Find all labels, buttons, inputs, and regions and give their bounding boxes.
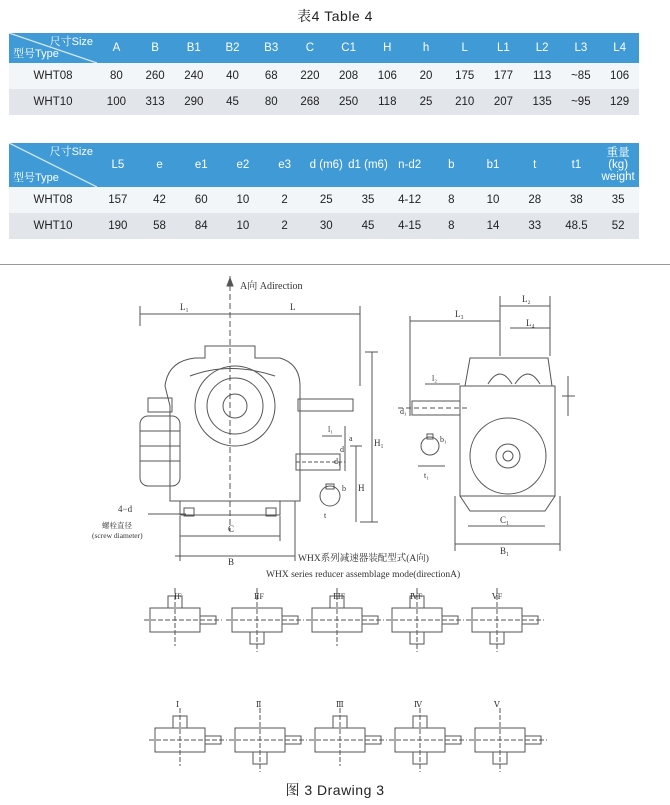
table-cell: 45 (347, 213, 389, 239)
mode-diagram-3 (309, 708, 387, 766)
dim-label-c1: C₁ (500, 515, 510, 525)
dimension-table-1 (9, 33, 639, 115)
mode-label-3f: ⅢF (333, 592, 346, 601)
table-cell: 35 (597, 187, 639, 213)
table-cell: ~85 (561, 63, 600, 89)
mode-diagram-1 (149, 708, 227, 766)
bolt-label: 4−d (118, 504, 133, 514)
table-header-row (9, 143, 639, 187)
technical-drawing (0, 266, 670, 776)
table-cell: 207 (484, 89, 523, 115)
dim-label-l2-small: l₂ (432, 374, 438, 383)
table-cell: 208 (329, 63, 368, 89)
column-header: d (m6) (305, 143, 347, 187)
mode-label-2: Ⅱ (256, 700, 262, 709)
dim-label-b1-bottom: B₁ (500, 546, 510, 556)
table-cell: 313 (136, 89, 175, 115)
mode-label-4: Ⅳ (414, 700, 422, 709)
dimension-table-2 (9, 143, 639, 239)
table-cell: 220 (291, 63, 330, 89)
table-cell: 268 (291, 89, 330, 115)
dim-label-l4: L₄ (526, 318, 535, 328)
table-cell: 52 (597, 213, 639, 239)
table-cell: 210 (445, 89, 484, 115)
table-cell: 8 (431, 187, 473, 213)
table-row (9, 89, 639, 115)
table-corner-cell (9, 33, 97, 63)
table-cell: 4-15 (389, 213, 431, 239)
mode-diagram-2f (226, 588, 304, 652)
table-cell: 118 (368, 89, 407, 115)
table-cell: 84 (180, 213, 222, 239)
table-cell: 28 (514, 187, 556, 213)
table-cell: 250 (329, 89, 368, 115)
table-cell: 80 (97, 63, 136, 89)
table-cell: 177 (484, 63, 523, 89)
table-cell: 42 (139, 187, 181, 213)
table-cell: 80 (252, 89, 291, 115)
dim-label-c: C (228, 524, 235, 534)
column-header: C (291, 33, 330, 63)
table-cell: 106 (600, 63, 639, 89)
column-header: t (514, 143, 556, 187)
table-caption: 表4 Table 4 (297, 8, 373, 24)
column-header: e2 (222, 143, 264, 187)
corner-type-label: 型号Type (13, 172, 59, 184)
mode-label-3: Ⅲ (336, 700, 344, 709)
drawing-caption: 图 3 Drawing 3 (285, 782, 385, 798)
table-cell: 157 (97, 187, 139, 213)
dim-label-d1-side: d₁ (400, 407, 407, 416)
table-cell: 14 (472, 213, 514, 239)
table-cell: 58 (139, 213, 181, 239)
dim-label-l1-small: l₁ (328, 425, 334, 434)
column-header: L4 (600, 33, 639, 63)
column-header: e3 (264, 143, 306, 187)
type-cell: WHT10 (9, 213, 97, 239)
column-header: L (445, 33, 484, 63)
table-cell: 2 (264, 187, 306, 213)
mode-label-2f: ⅡF (254, 592, 264, 601)
table-cell: 10 (472, 187, 514, 213)
table-cell: 2 (264, 213, 306, 239)
type-cell: WHT08 (9, 63, 97, 89)
column-header: L5 (97, 143, 139, 187)
mode-label-5: Ⅴ (494, 700, 500, 709)
table-cell: 4-12 (389, 187, 431, 213)
table-cell: 33 (514, 213, 556, 239)
table-cell: 129 (600, 89, 639, 115)
dim-label-t1: t₁ (424, 471, 430, 480)
table-cell: 106 (368, 63, 407, 89)
table-corner-cell (9, 143, 97, 187)
dim-label-l1: L₁ (180, 302, 189, 312)
table-cell: 48.5 (556, 213, 598, 239)
table-cell: ~95 (561, 89, 600, 115)
table-cell: 135 (523, 89, 562, 115)
dim-label-b-small: b (342, 484, 346, 493)
table-cell: 10 (222, 213, 264, 239)
screw-label-en: (screw diameter) (92, 531, 143, 540)
column-header: B2 (213, 33, 252, 63)
column-header: e (139, 143, 181, 187)
assembly-title-cn: WHX系列减速器装配型式(A向) (298, 554, 429, 564)
mode-label-5f: ⅤF (492, 592, 503, 601)
assembly-title-en: WHX series reducer assemblage mode(directionA) (266, 570, 461, 580)
table-cell: 113 (523, 63, 562, 89)
mode-diagram-1f (144, 588, 222, 646)
table-cell: 100 (97, 89, 136, 115)
table-cell: 45 (213, 89, 252, 115)
column-header: L2 (523, 33, 562, 63)
dim-label-d1: d₁ (334, 457, 341, 466)
dim-label-d: d (340, 445, 344, 454)
column-header: h (407, 33, 446, 63)
dim-label-l3: L₃ (455, 309, 464, 319)
table-cell: 38 (556, 187, 598, 213)
column-header: t1 (556, 143, 598, 187)
type-cell: WHT08 (9, 187, 97, 213)
column-header: e1 (180, 143, 222, 187)
column-header: b (431, 143, 473, 187)
column-header: B (136, 33, 175, 63)
mode-diagram-5 (469, 708, 547, 772)
assembly-modes (149, 708, 547, 772)
column-header: B1 (174, 33, 213, 63)
dim-label-h: H (358, 483, 365, 493)
mode-label-4f: ⅣF (410, 592, 423, 601)
table-cell: 20 (407, 63, 446, 89)
column-header: b1 (472, 143, 514, 187)
corner-size-label: 尺寸Size (49, 146, 93, 158)
dim-label-b1: b₁ (440, 435, 447, 444)
column-header: A (97, 33, 136, 63)
type-cell: WHT10 (9, 89, 97, 115)
corner-size-label: 尺寸Size (49, 36, 94, 48)
table-cell: 25 (305, 187, 347, 213)
table-cell: 60 (180, 187, 222, 213)
table-cell: 240 (174, 63, 213, 89)
table-cell: 260 (136, 63, 175, 89)
front-view (140, 276, 378, 561)
side-view (398, 296, 575, 551)
column-header: d1 (m6) (347, 143, 389, 187)
column-header: C1 (329, 33, 368, 63)
dim-label-l2: L₂ (522, 294, 531, 304)
corner-type-label: 型号Type (13, 48, 59, 60)
table-row (9, 187, 639, 213)
dim-label-t: t (324, 511, 327, 520)
column-header: L1 (484, 33, 523, 63)
mode-diagram-2 (229, 708, 307, 772)
screw-label-cn: 螺栓直径 (102, 521, 132, 530)
table-header-row (9, 33, 639, 63)
mode-diagram-4 (389, 708, 467, 772)
dim-label-l: L (290, 302, 296, 312)
section-divider (0, 264, 670, 265)
dim-label-h1: H₁ (374, 438, 384, 448)
dim-label-a: a (349, 434, 353, 443)
table-row (9, 213, 639, 239)
table-cell: 10 (222, 187, 264, 213)
table-cell: 175 (445, 63, 484, 89)
column-header: L3 (561, 33, 600, 63)
column-header: 重量 (kg) weight (597, 143, 639, 187)
direction-label: A向 Adirection (240, 281, 303, 292)
table-cell: 25 (407, 89, 446, 115)
dim-label-b: B (228, 557, 235, 567)
mode-label-1f: ⅠF (174, 592, 182, 601)
mode-diagram-4f (386, 588, 464, 652)
table-cell: 35 (347, 187, 389, 213)
table-cell: 30 (305, 213, 347, 239)
mode-label-1: Ⅰ (176, 700, 180, 709)
column-header: n-d2 (389, 143, 431, 187)
mode-diagram-5f (466, 588, 544, 652)
column-header: B3 (252, 33, 291, 63)
column-header: H (368, 33, 407, 63)
table-cell: 8 (431, 213, 473, 239)
table-cell: 190 (97, 213, 139, 239)
table-row (9, 63, 639, 89)
table-cell: 290 (174, 89, 213, 115)
table-cell: 68 (252, 63, 291, 89)
table-cell: 40 (213, 63, 252, 89)
